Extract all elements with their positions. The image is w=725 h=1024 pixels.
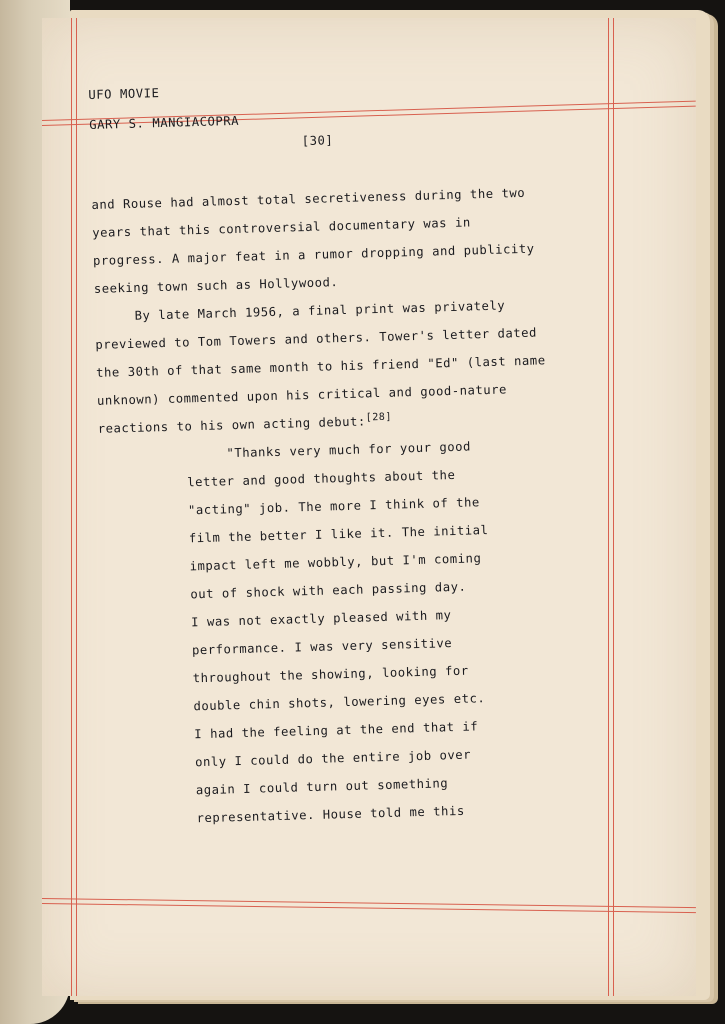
typed-text [88,65,630,879]
quote-line: film the better I like it. The initial [188,522,489,546]
paragraph2-line: previewed to Tom Towers and others. Tower's letter dated [95,325,538,352]
quote-line: letter and good thoughts about the [187,467,456,490]
page-number: [30] [301,133,334,149]
footer-rule-2 [42,903,696,913]
margin-rule-left-1 [71,18,72,996]
paragraph1-line: progress. A major feat in a rumor dropping and publicity [92,241,535,268]
paragraph2-line-last [97,411,393,436]
paragraph2-line-text: reactions to his own acting debut: [97,414,367,436]
quote-line: "acting" job. The more I think of the [187,495,480,518]
quote-line: performance. I was very sensitive [191,636,453,658]
paragraph2-line: unknown) commented upon his critical and good-nature [96,382,508,408]
paragraph2-line: By late March 1956, a final print was privately [134,298,506,323]
running-title: UFO MOVIE [88,86,160,102]
running-author: GARY S. MANGIACOPRA [89,113,240,132]
quote-line: only I could do the entire job over [194,747,472,770]
quote-line: I was not exactly pleased with my [190,608,452,630]
paragraph1-line: and Rouse had almost total secretiveness during the two [91,185,526,212]
quote-line: I had the feeling at the end that if [194,719,479,742]
paragraph1-line: years that this controversial documentary was in [92,215,471,240]
quote-line: out of shock with each passing day. [190,579,467,602]
margin-rule-left-2 [76,18,77,996]
quote-line: again I could turn out something [195,776,449,798]
quote-line: impact left me wobbly, but I'm coming [189,551,482,574]
quote-line: throughout the showing, looking for [192,663,469,686]
footnote-reference: [28] [365,411,393,424]
quote-line: representative. House told me this [196,803,465,826]
paragraph2-line: the 30th of that same month to his friend "Ed" (last name [95,353,546,380]
quote-line: double chin shots, lowering eyes etc. [193,691,486,714]
paragraph1-line: seeking town such as Hollywood. [93,275,339,296]
quote-line: "Thanks very much for your good [226,439,472,461]
